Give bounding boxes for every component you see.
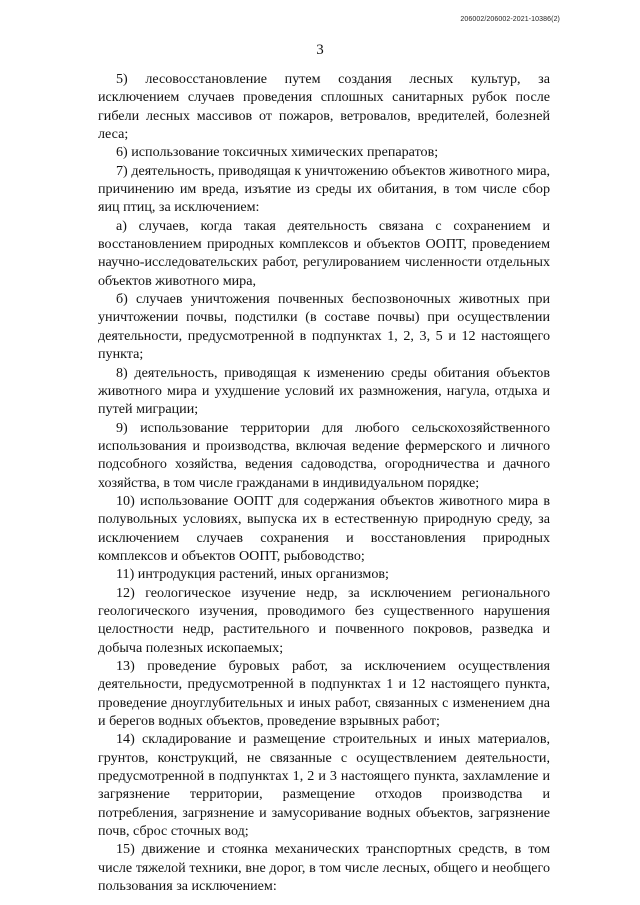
paragraph-item-8: 8) деятельность, приводящая к изменению среды обитания объектов животного мира и ухудшение условий их размножения, нагула, отдыха и путей миграции; [98, 364, 550, 418]
paragraph-item-11: 11) интродукция растений, иных организмов; [116, 566, 389, 583]
paragraph-item-13: 13) проведение буровых работ, за исключением осуществления деятельности, предусмотренной в подпунктах 1 и 12 настоящего пункта, проведение дноуглубительных и иных работ, связанных с изменением дна и берегов водных объектов, проведение взрывных работ; [98, 658, 550, 730]
paragraph-item-6: 6) использование токсичных химических препаратов; [116, 144, 439, 161]
paragraph-item-7: 7) деятельность, приводящая к уничтожению объектов животного мира, причинению им вреда, изъятие из среды их обитания, в том числе сбор яиц птиц, за исключением: [98, 162, 550, 216]
paragraph-item-10: 10) использование ООПТ для содержания объектов животного мира в полувольных условиях, выпуска их в естественную природную среду, за исключением случаев сохранения и восстановления природных комплексов и объектов ООПТ, рыбоводство; [98, 492, 550, 564]
paragraph-item-9: 9) использование территории для любого сельскохозяйственного использования и производства, включая ведение фермерского и личного подсобного хозяйства, ведения садоводства, огородничества и дачного хозяйства, в том числе гражданами в индивидуальном порядке; [98, 419, 550, 491]
paragraph-item-7a: а) случаев, когда такая деятельность связана с сохранением и восстановлением природных комплексов и объектов ООПТ, проведением научно-исследовательских работ, регулированием численности отдельных объектов животного мира, [98, 217, 550, 289]
paragraph-item-7b: б) случаев уничтожения почвенных беспозвоночных животных при уничтожении почвы, подстилки (в составе почвы) при осуществлении деятельности, предусмотренной в подпунктах 1, 2, 3, 5 и 12 настоящего пункта; [98, 291, 550, 363]
paragraph-item-15: 15) движение и стоянка механических транспортных средств, в том числе тяжелой техники, вне дорог, в том числе лесных, общего и необщего пользования за исключением: [98, 841, 550, 895]
paragraph-item-14: 14) складирование и размещение строительных и иных материалов, грунтов, конструкций, не связанные с осуществлением деятельности, предусмотренной в подпунктах 1, 2 и 3 настоящего пункта, захламление и загрязнение территории, размещение отходов производства и потребления, загрязнение и замусоривание водных объектов, загрязнение почв, сброс сточных вод; [98, 731, 550, 840]
paragraph-item-5: 5) лесовосстановление путем создания лесных культур, за исключением случаев проведения сплошных санитарных рубок после гибели лесных массивов от пожаров, ветровалов, вредителей, болезней леса; [98, 71, 550, 143]
paragraph-item-12: 12) геологическое изучение недр, за исключением регионального геологического изучения, проводимого без существенного нарушения целостности недр, растительного и почвенного покровов, разведка и добыча полезных ископаемых; [98, 584, 550, 656]
document-number: 206002/206002-2021-10386(2) [460, 16, 560, 23]
document-body [98, 70, 550, 895]
page-number: 3 [316, 42, 324, 58]
